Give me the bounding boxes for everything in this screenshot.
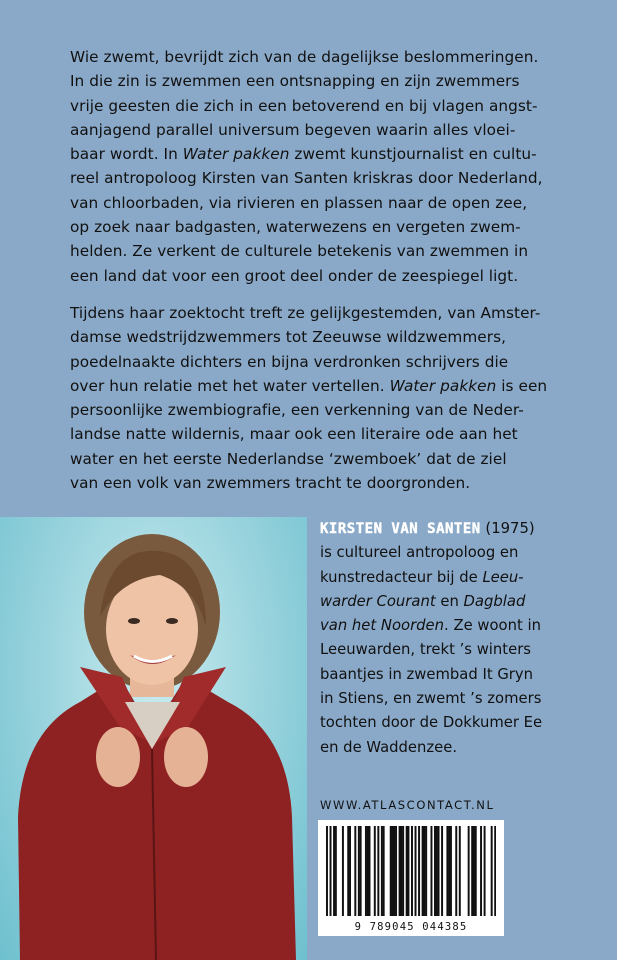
blurb-paragraph-1 — [70, 45, 590, 288]
barcode-bar — [438, 826, 440, 916]
barcode-bar — [475, 826, 477, 916]
author-bio-line: kunstredacteur bij de Leeu- — [320, 568, 524, 586]
barcode-bar — [383, 826, 385, 916]
barcode-bar — [367, 826, 369, 916]
author-bio-line: baantjes in zwembad It Gryn — [320, 665, 534, 683]
barcode-bar — [395, 826, 397, 916]
barcode-bars — [326, 826, 496, 916]
barcode-bar — [434, 826, 436, 916]
blurb-line: vrije geesten die zich in een betoverend en bij vlagen angst- — [70, 96, 538, 115]
author-bio-line: warder Courant en Dagblad — [320, 592, 526, 610]
blurb-line: Wie zwemt, bevrijdt zich van de dagelijkse beslommeringen. — [70, 48, 539, 66]
blurb-line: van een volk van zwemmers tracht te doorgronden. — [70, 474, 471, 493]
barcode-bar — [455, 826, 457, 916]
barcode-bar — [406, 826, 408, 916]
blurb-line: Tijdens haar zoektocht treft ze gelijkgestemden, van Amster- — [70, 303, 541, 322]
barcode-bar — [484, 826, 486, 916]
barcode-bar — [335, 826, 337, 916]
barcode-bar — [480, 826, 482, 916]
blurb-line: helden. Ze verkent de culturele betekenis van zwemmen in — [70, 242, 529, 261]
isbn-barcode — [318, 820, 504, 936]
author-bio-line: in Stiens, en zwemt ’s zomers — [320, 690, 542, 708]
book-title: Water pakken — [389, 376, 497, 395]
barcode-bar — [342, 826, 344, 916]
isbn-number: 9 789045 044385 — [354, 921, 468, 933]
barcode-bar — [399, 826, 401, 916]
blurb-line: reel antropoloog Kirsten van Santen kriskras door Nederland, — [70, 169, 543, 188]
barcode-bar — [369, 826, 371, 916]
blurb-line: een land dat voor een groot deel onder de zeespiegel ligt. — [70, 266, 519, 285]
barcode-bar — [407, 826, 409, 916]
barcode-bar — [494, 826, 496, 916]
barcode-bar — [411, 826, 413, 916]
barcode-bar — [360, 826, 362, 916]
author-bio-line — [320, 517, 610, 541]
author-portrait-illustration — [0, 517, 307, 960]
book-title: Water pakken — [182, 145, 290, 164]
author-name: KIRSTEN VAN SANTEN — [320, 521, 481, 537]
blurb-line: over hun relatie met het water vertellen. Water pakken is een — [70, 376, 548, 395]
author-bio-line: is cultureel antropoloog en — [320, 544, 519, 562]
barcode-bar — [381, 826, 383, 916]
author-bio-line: tochten door de Dokkumer Ee — [320, 714, 543, 732]
barcode-bar — [392, 826, 394, 916]
barcode-bar — [390, 826, 392, 916]
barcode-bar — [425, 826, 427, 916]
blurb-line: In die zin is zwemmen een ontsnapping en zijn zwemmers — [70, 72, 520, 91]
barcode-bar — [468, 826, 470, 916]
blurb-line: op zoek naar badgasten, waterwezens en vergeten zwem- — [70, 218, 521, 237]
barcode-bar — [330, 826, 332, 916]
barcode-bar — [349, 826, 351, 916]
barcode-bar — [448, 826, 450, 916]
author-photo — [0, 517, 307, 960]
barcode-bar — [471, 826, 473, 916]
barcode-bar — [354, 826, 356, 916]
blurb-line: baar wordt. In Water pakken zwemt kunstjournalist en cultu- — [70, 145, 537, 164]
barcode-bar — [347, 826, 349, 916]
barcode-bar — [423, 826, 425, 916]
barcode-bar — [365, 826, 367, 916]
barcode-bar — [446, 826, 448, 916]
barcode-bar — [393, 826, 395, 916]
blurb-paragraph-2 — [70, 301, 590, 495]
author-bio — [320, 517, 610, 760]
barcode-bar — [459, 826, 461, 916]
blurb-line: damse wedstrijdzwemmers tot Zeeuwse wildzwemmers, — [70, 328, 507, 347]
blurb-text — [70, 45, 590, 508]
barcode-bar — [473, 826, 475, 916]
barcode-bar — [326, 826, 328, 916]
blurb-line: van chloorbaden, via rivieren en plassen naar de open zee, — [70, 193, 528, 212]
blurb-line: aanjagend parallel universum begeven waarin alles vloei- — [70, 120, 516, 139]
barcode-bar — [430, 826, 432, 916]
author-bio-line: Leeuwarden, trekt ’s winters — [320, 641, 531, 659]
author-bio-line: van het Noorden. Ze woont in — [320, 617, 541, 635]
barcode-bar — [422, 826, 424, 916]
barcode-bar — [377, 826, 379, 916]
author-birth-year: (1975) — [480, 520, 535, 537]
author-bio-line: en de Waddenzee. — [320, 738, 458, 756]
barcode-bar — [402, 826, 404, 916]
barcode-bar — [450, 826, 452, 916]
barcode-bar — [415, 826, 417, 916]
blurb-line: water en het eerste Nederlandse ‘zwemboek’ dat de ziel — [70, 449, 507, 468]
barcode-bar — [374, 826, 376, 916]
barcode-bar — [436, 826, 438, 916]
blurb-line: poedelnaakte dichters en bijna verdronken schrijvers die — [70, 352, 509, 371]
barcode-bar — [358, 826, 360, 916]
barcode-bar — [441, 826, 443, 916]
barcode-bar — [491, 826, 493, 916]
blurb-line: landse natte wildernis, maar ook een literaire ode aan het — [70, 425, 518, 444]
barcode-bar — [400, 826, 402, 916]
publisher-website[interactable]: WWW.ATLASCONTACT.NL — [320, 798, 495, 812]
blurb-line: persoonlijke zwembiografie, een verkenning van de Neder- — [70, 401, 524, 420]
barcode-bar — [333, 826, 335, 916]
barcode-bar — [418, 826, 420, 916]
